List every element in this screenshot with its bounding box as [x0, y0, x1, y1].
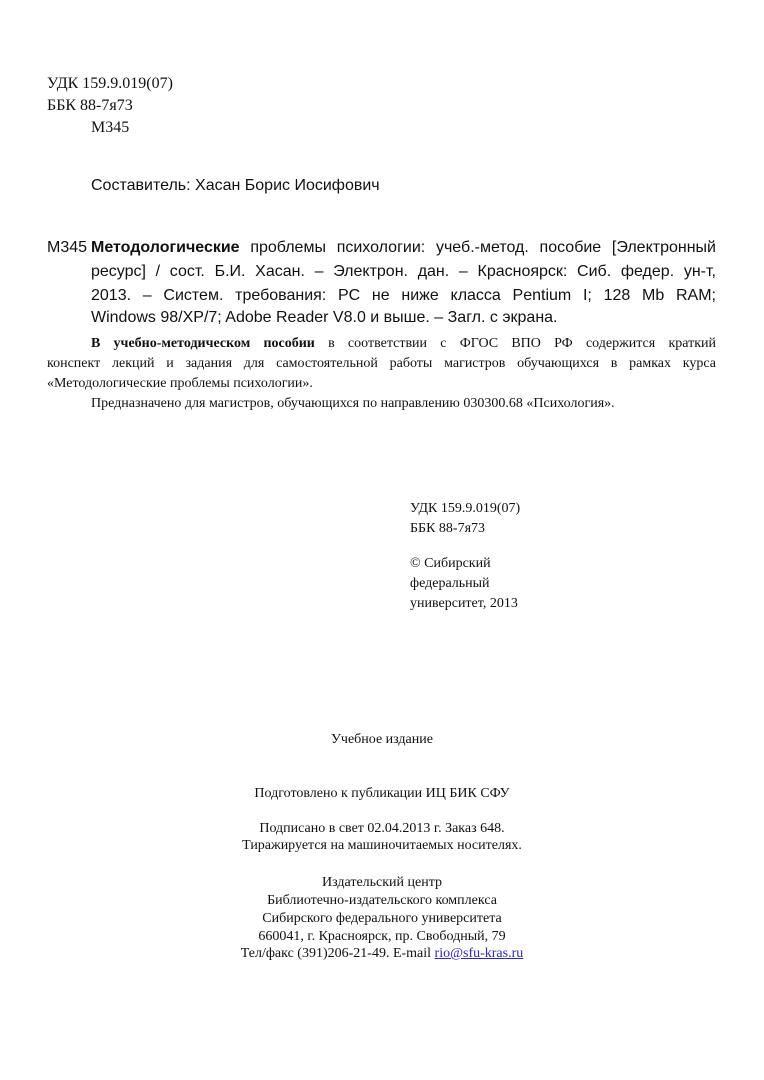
- bibliographic-code: М345: [47, 239, 88, 256]
- publisher-contacts: [0, 944, 764, 964]
- bibliographic-line-2: ресурс] / сост. Б.И. Хасан. – Электрон. дан. – Красноярск: Сиб. федер. ун-т,: [91, 263, 716, 280]
- publisher-address: 660041, г. Красноярск, пр. Свободный, 79: [258, 929, 506, 944]
- replication-info: Тиражируется на машиночитаемых носителях.: [242, 838, 522, 853]
- contacts-prefix: Тел/факс (391)206-21-49. E-mail: [240, 946, 435, 961]
- annotation-line-3: «Методологические проблемы психологии».: [47, 376, 313, 391]
- publisher-line-3: Сибирского федерального университета: [262, 911, 502, 926]
- publisher-line-2: Библиотечно-издательского комплекса: [267, 893, 497, 908]
- annotation-line-1: [91, 334, 716, 354]
- bbk-code: ББК 88-7я73: [47, 97, 133, 114]
- prepared-by: Подготовлено к публикации ИЦ БИК СФУ: [254, 786, 510, 801]
- copyright-line-3: университет, 2013: [410, 596, 518, 611]
- bibliographic-line-1-rest: проблемы психологии: учеб.-метод. пособие [Электронный: [239, 239, 716, 256]
- annotation-line-1-rest: в соответствии с ФГОС ВПО РФ содержится краткий: [314, 336, 716, 351]
- publisher-line-1: Издательский центр: [321, 875, 443, 890]
- bibliographic-line-3: 2013. – Систем. требования: PC не ниже класса Pentium I; 128 Mb RAM;: [91, 287, 716, 304]
- copyright-line-2: федеральный: [410, 576, 490, 591]
- annotation-line-2: конспект лекций и задания для самостоятельной работы магистров обучающихся в рамках курса: [47, 356, 716, 371]
- bibliographic-title-bold: Методологические: [91, 239, 240, 256]
- udk-code: УДК 159.9.019(07): [47, 75, 173, 92]
- annotation-purpose: Предназначено для магистров, обучающихся по направлению 030300.68 «Психология».: [91, 396, 615, 411]
- annotation-bold-start: В учебно-методическом пособии: [91, 336, 315, 351]
- email-link[interactable]: rio@sfu-kras.ru: [434, 946, 524, 961]
- bibliographic-line-1: [91, 236, 716, 260]
- author-mark: М345: [91, 119, 130, 136]
- right-udk-code: УДК 159.9.019(07): [410, 501, 521, 516]
- signed-info: Подписано в свет 02.04.2013 г. Заказ 648.: [259, 821, 505, 836]
- compiler-line: Составитель: Хасан Борис Иосифович: [91, 177, 380, 194]
- copyright-line-1: © Сибирский: [410, 556, 491, 571]
- edition-type: Учебное издание: [331, 732, 433, 747]
- bibliographic-line-4: Windows 98/XP/7; Adobe Reader V8.0 и выше. – Загл. с экрана.: [91, 309, 558, 326]
- right-bbk-code: ББК 88-7я73: [410, 521, 486, 536]
